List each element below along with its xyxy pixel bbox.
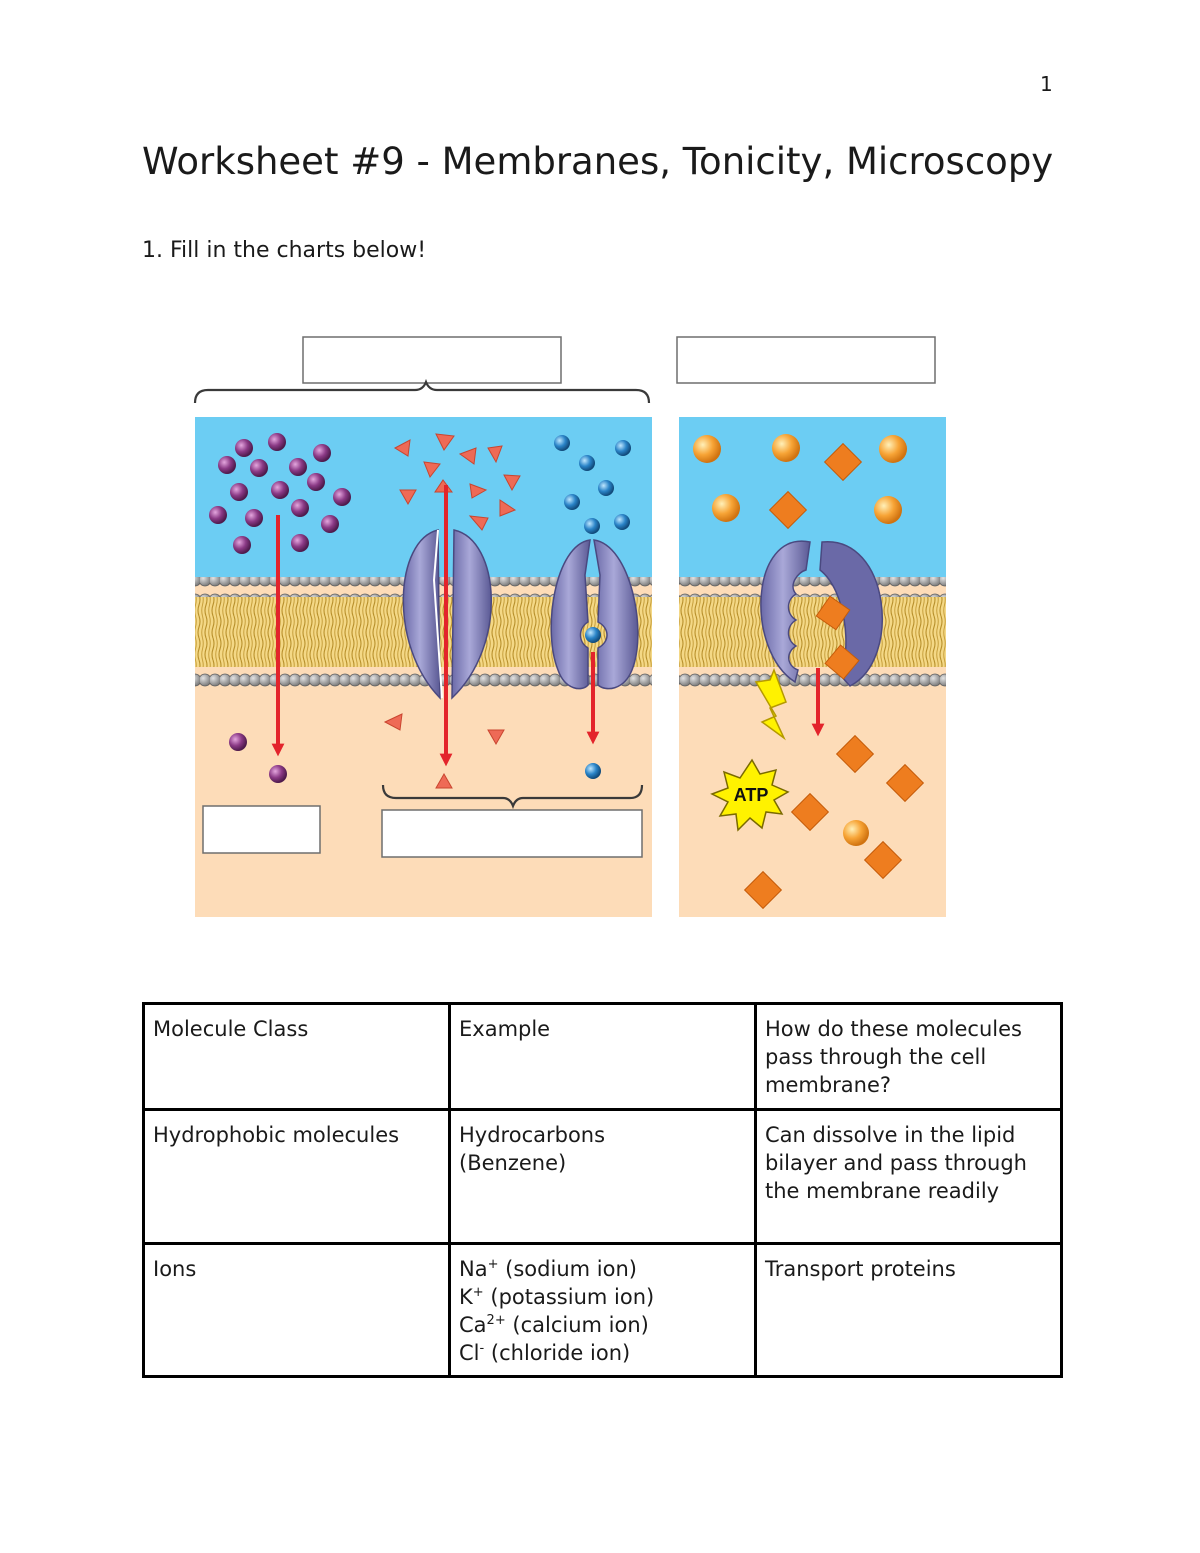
header-example: Example (450, 1004, 756, 1110)
facilitated-diffusion-label-box (382, 810, 642, 857)
cell-passage: Can dissolve in the lipid bilayer and pass through the membrane readily (756, 1110, 1062, 1244)
header-molecule-class: Molecule Class (144, 1004, 450, 1110)
ion-line-potassium: K+ (potassium ion) (459, 1285, 655, 1309)
ion-line-calcium: $Ca^{2+}$ (calcium ion) (459, 1313, 649, 1337)
passive-transport-brace (195, 382, 649, 403)
page-title: Worksheet #9 - Membranes, Tonicity, Microscopy (142, 140, 1054, 183)
example-line: (Benzene) (459, 1151, 567, 1175)
page-number: 1 (1040, 72, 1053, 96)
passive-transport-label-box (303, 337, 561, 383)
passive-transport-panel (195, 417, 652, 917)
simple-diffusion-label-box (203, 806, 320, 853)
cell-class: Ions (144, 1244, 450, 1377)
atp-label: ATP (733, 785, 769, 805)
ion-line-chloride: Cl- (chloride ion) (459, 1341, 631, 1365)
cell-passage: Transport proteins (756, 1244, 1062, 1377)
question-1-prompt: 1. Fill in the charts below! (142, 238, 427, 263)
molecule-class-table (142, 1002, 1063, 1378)
example-line: Hydrocarbons (459, 1123, 606, 1147)
header-passage: How do these molecules pass through the cell membrane? (756, 1004, 1062, 1110)
table-row (144, 1244, 1062, 1377)
active-transport-panel (679, 417, 946, 917)
ion-line-sodium: Na+ (sodium ion) (459, 1257, 637, 1281)
active-transport-label-box (677, 337, 935, 383)
cell-example (450, 1110, 756, 1244)
table-header-row (144, 1004, 1062, 1110)
cell-example (450, 1244, 756, 1377)
membrane-transport-svg (190, 330, 955, 925)
cell-class: Hydrophobic molecules (144, 1110, 450, 1244)
membrane-transport-diagram (190, 330, 955, 925)
table-row (144, 1110, 1062, 1244)
